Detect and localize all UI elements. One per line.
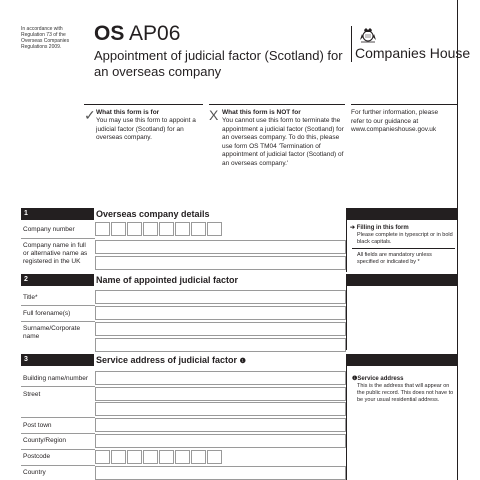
divider xyxy=(21,449,95,450)
regulation-note: In accordance with Regulation 73 of the Overseas Companies Regulations 2009. xyxy=(21,26,70,50)
arrow-right-icon: ➔ xyxy=(350,225,357,231)
divider xyxy=(21,465,95,466)
title-label: Title* xyxy=(23,294,38,301)
section-3-title-text: Service address of judicial factor xyxy=(96,355,238,365)
further-info-text: For further information, please refer to our guidance at www.companieshouse.gov.uk xyxy=(351,109,439,133)
brand-name: Companies House xyxy=(355,45,471,61)
country-label: Country xyxy=(23,469,46,476)
filling-in-text-2: All fields are mandatory unless specified or indicated by * xyxy=(357,252,432,265)
section-2-number: 2 xyxy=(24,276,28,283)
is-not-for-heading: What this form is NOT for xyxy=(222,109,301,116)
service-address-heading xyxy=(352,376,403,383)
forenames-label: Full forename(s) xyxy=(23,310,71,317)
form-code xyxy=(94,22,180,46)
is-for-text: You may use this form to appoint a judicial factor (Scotland) for an overseas company. xyxy=(96,117,196,141)
street-input-2[interactable] xyxy=(95,402,346,416)
company-name-input-1[interactable] xyxy=(95,240,346,254)
info-rule-not-for xyxy=(209,104,345,105)
royal-crest-icon xyxy=(357,26,379,44)
cross-icon: X xyxy=(209,107,219,123)
divider xyxy=(21,238,95,239)
brand-divider xyxy=(351,26,352,62)
building-input[interactable] xyxy=(95,371,346,385)
form-title: Appointment of judicial factor (Scotland) for an overseas company xyxy=(94,48,343,79)
company-name-input-2[interactable] xyxy=(95,256,346,270)
section-1-number: 1 xyxy=(24,210,28,217)
sidebar-divider xyxy=(346,366,347,480)
is-for-heading: What this form is for xyxy=(96,109,160,116)
page-border-right xyxy=(457,0,458,480)
county-label: County/Region xyxy=(23,437,66,444)
forenames-input[interactable] xyxy=(95,306,346,320)
surname-label: Surname/Corporate name xyxy=(23,325,81,340)
divider xyxy=(21,321,95,322)
is-not-for-text: You cannot use this form to terminate the appointment a judicial factor (Scotland) for an overseas company. To do this, please use form OS TM04 'Termination of appointment of judicial factor (Scotland) of an overseas company.' xyxy=(222,117,344,167)
section-2-title: Name of appointed judicial factor xyxy=(96,275,239,285)
check-icon: ✓ xyxy=(84,107,96,123)
filling-in-text-1: Please complete in typescript or in bold black capitals. xyxy=(357,232,453,245)
surname-input-2[interactable] xyxy=(95,338,346,352)
filling-in-heading-text: Filling in this form xyxy=(356,225,409,231)
sidebar-divider xyxy=(346,220,347,272)
section-3-title xyxy=(96,354,246,368)
divider xyxy=(21,433,95,434)
post-town-input[interactable] xyxy=(95,418,346,432)
company-name-label: Company name in full or alternative name as registered in the UK xyxy=(23,242,88,265)
title-input[interactable] xyxy=(95,290,346,304)
building-label: Building name/number xyxy=(23,375,89,382)
company-number-label: Company number xyxy=(23,226,75,233)
company-number-input[interactable] xyxy=(95,222,223,236)
service-address-heading-text: Service address xyxy=(357,376,404,382)
country-input[interactable] xyxy=(95,466,346,480)
post-town-label: Post town xyxy=(23,422,52,429)
surname-input-1[interactable] xyxy=(95,322,346,336)
sidebar-divider xyxy=(346,286,347,350)
postcode-label: Postcode xyxy=(23,453,51,460)
street-input-1[interactable] xyxy=(95,387,346,401)
info-rule-for xyxy=(84,104,203,105)
county-input[interactable] xyxy=(95,434,346,448)
postcode-input[interactable] xyxy=(95,450,223,464)
info-rule-further xyxy=(351,104,457,105)
sidebar-rule xyxy=(352,248,455,249)
info-icon: ❶ xyxy=(239,358,246,365)
section-1-title: Overseas company details xyxy=(96,209,210,219)
form-prefix: OS xyxy=(94,22,125,45)
divider xyxy=(21,417,95,418)
section-3-number: 3 xyxy=(24,356,28,363)
divider xyxy=(21,305,95,306)
street-label: Street xyxy=(23,391,41,398)
divider xyxy=(21,386,95,387)
info-icon: ❶ xyxy=(352,376,358,382)
filling-in-heading xyxy=(350,225,409,232)
form-number: AP06 xyxy=(129,22,181,45)
service-address-text: This is the address that will appear on the public record. This does not have to be your usual residential address. xyxy=(357,383,454,403)
